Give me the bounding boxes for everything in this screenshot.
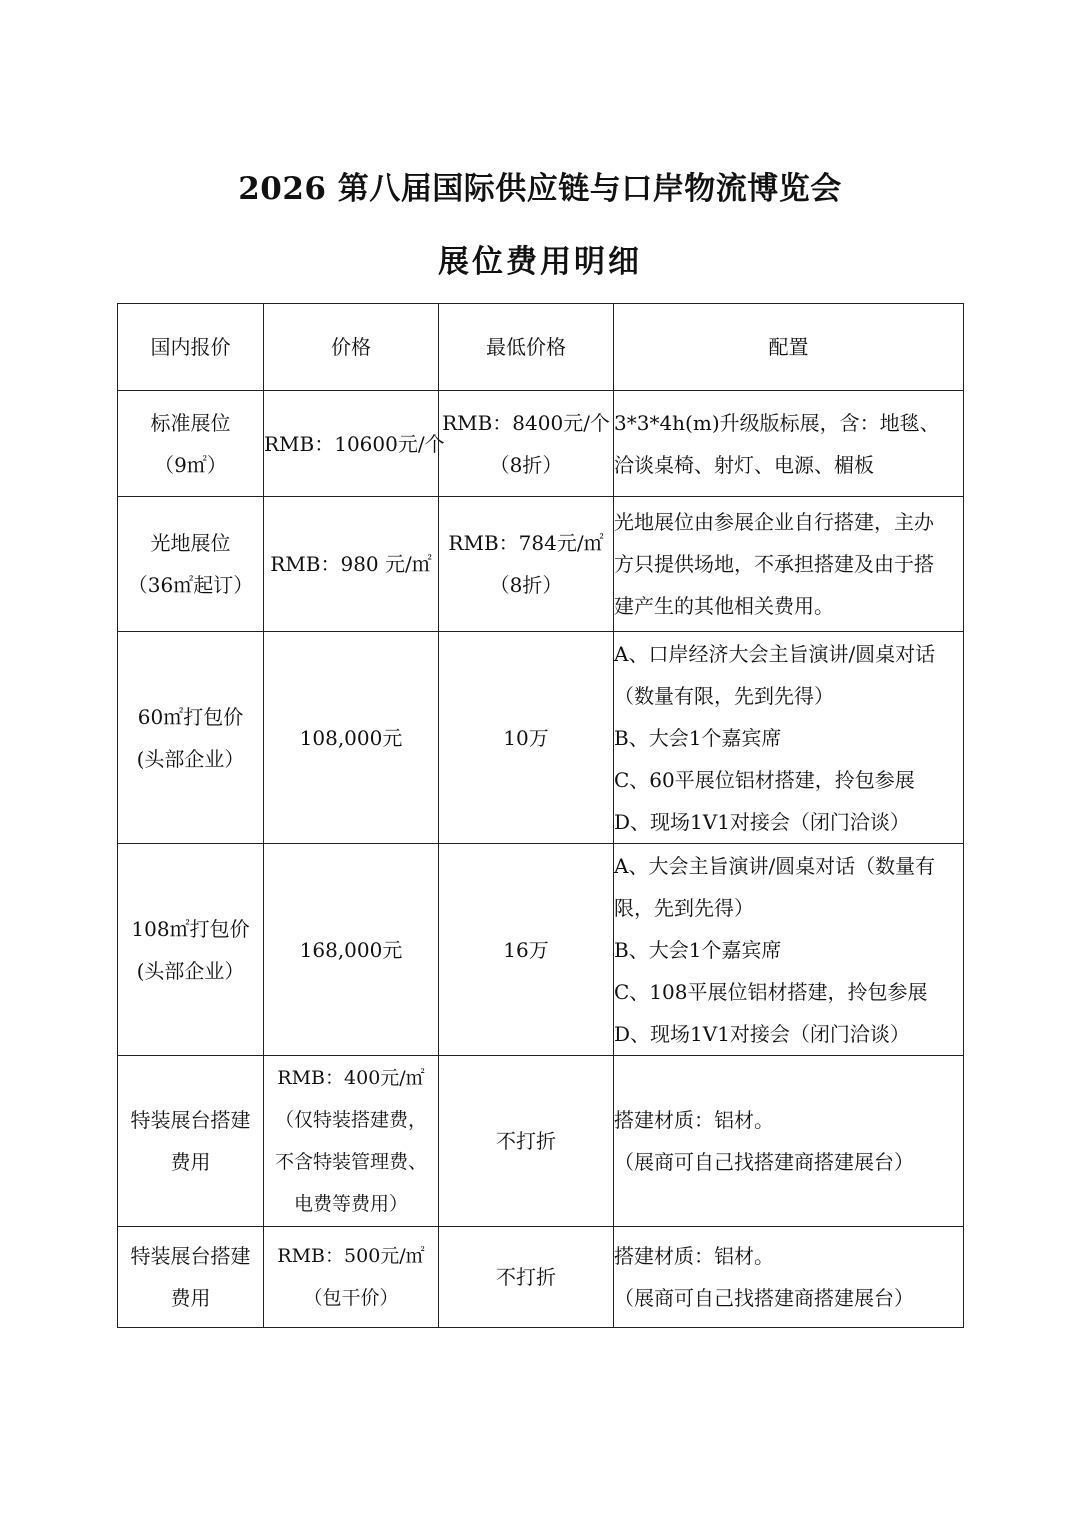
configuration-line: B、大会1个嘉宾席 [614,725,782,750]
min-price-cell [439,497,614,632]
price-line: RMB：10600元/个 [264,431,445,456]
price-line: RMB：980 元/㎡ [270,552,432,576]
configuration-cell [614,1227,964,1328]
min-price-cell [439,844,614,1056]
booth-type-line: 标准展位 [150,410,231,435]
booth-type-cell [118,1227,264,1328]
configuration-line: （展商可自己找搭建商搭建展台） [614,1150,914,1174]
configuration-line: A、大会主旨演讲/圆桌对话（数量有 [614,853,936,878]
table-row [118,1227,964,1328]
price-line: （包干价） [303,1287,399,1309]
table-row [118,391,964,497]
booth-type-line: 特装展台搭建 [130,1108,251,1132]
booth-type-cell [118,497,264,632]
price-cell [264,391,445,497]
fee-table [117,303,964,1328]
table-row [118,497,964,632]
booth-type-line: 光地展位 [150,531,231,555]
table-row [118,844,964,1056]
configuration-line: D、现场1V1对接会（闭门洽谈） [614,809,910,834]
price-cell [264,1056,439,1227]
header-configuration: 配置 [614,304,964,391]
price-line: RMB：500元/㎡ [277,1245,425,1267]
booth-type-line: 108㎡打包价 [131,916,250,941]
configuration-line: 洽谈桌椅、射灯、电源、楣板 [614,452,874,477]
price-line: （仅特装搭建费， [274,1109,427,1131]
booth-type-line: 费用 [170,1150,211,1174]
min-price-line: RMB：784元/㎡ [448,531,604,555]
min-price-cell [439,1056,614,1227]
configuration-line: 搭建材质：铝材。 [614,1108,774,1132]
document-subtitle: 展位费用明细 [438,244,642,280]
configuration-line: C、60平展位铝材搭建，拎包参展 [614,767,915,792]
price-cell [264,632,439,844]
price-cell [264,844,439,1056]
price-line: 电费等费用） [293,1193,408,1215]
table-header-row [118,304,964,391]
configuration-line: B、大会1个嘉宾席 [614,937,782,962]
min-price-line: （8折） [489,452,563,477]
price-line: 不含特装管理费、 [274,1151,427,1173]
configuration-line: 3*3*4h(m)升级版标展，含：地毯、 [614,410,940,435]
configuration-cell [614,632,964,844]
booth-type-line: （9㎡） [154,452,227,477]
booth-type-cell [118,844,264,1056]
price-line: 108,000元 [299,725,403,750]
booth-type-line: (头部企业） [136,958,245,983]
header-domestic-quote: 国内报价 [118,304,264,391]
price-line: RMB：400元/㎡ [277,1067,425,1089]
configuration-line: （展商可自己找搭建商搭建展台） [614,1286,914,1310]
price-cell [264,1227,439,1328]
configuration-cell [614,391,964,497]
configuration-line: D、现场1V1对接会（闭门洽谈） [614,1021,910,1046]
configuration-line: 搭建材质：铝材。 [614,1244,774,1268]
configuration-line: 光地展位由参展企业自行搭建，主办 [614,510,934,534]
booth-type-line: 60㎡打包价 [137,704,244,729]
booth-type-line: (头部企业） [136,746,245,771]
configuration-cell [614,844,964,1056]
configuration-line: （数量有限，先到先得） [614,683,834,708]
min-price-line: 16万 [503,937,549,962]
configuration-line: C、108平展位铝材搭建，拎包参展 [614,979,928,1004]
min-price-cell [439,391,614,497]
booth-type-line: 费用 [170,1286,211,1310]
min-price-line: 不打折 [496,1265,556,1289]
booth-type-cell [118,1056,264,1227]
price-line: 168,000元 [299,937,403,962]
table-row [118,632,964,844]
configuration-line: 限，先到先得） [614,895,754,920]
booth-type-line: （36㎡起订） [127,573,254,597]
min-price-line: （8折） [489,573,563,597]
min-price-cell [439,1227,614,1328]
price-cell [264,497,439,632]
configuration-line: 方只提供场地，不承担搭建及由于搭 [614,552,934,576]
document-title: 2026 第八届国际供应链与口岸物流博览会 [238,171,842,207]
min-price-line: RMB：8400元/个 [442,410,610,435]
min-price-line: 不打折 [496,1129,556,1153]
configuration-line: 建产生的其他相关费用。 [614,594,834,618]
booth-type-cell [118,391,264,497]
min-price-cell [439,632,614,844]
table-row [118,1056,964,1227]
header-min-price: 最低价格 [439,304,614,391]
configuration-cell [614,497,964,632]
min-price-line: 10万 [503,725,549,750]
header-price: 价格 [264,304,439,391]
booth-type-cell [118,632,264,844]
booth-type-line: 特装展台搭建 [130,1244,251,1268]
configuration-cell [614,1056,964,1227]
configuration-line: A、口岸经济大会主旨演讲/圆桌对话 [614,641,936,666]
